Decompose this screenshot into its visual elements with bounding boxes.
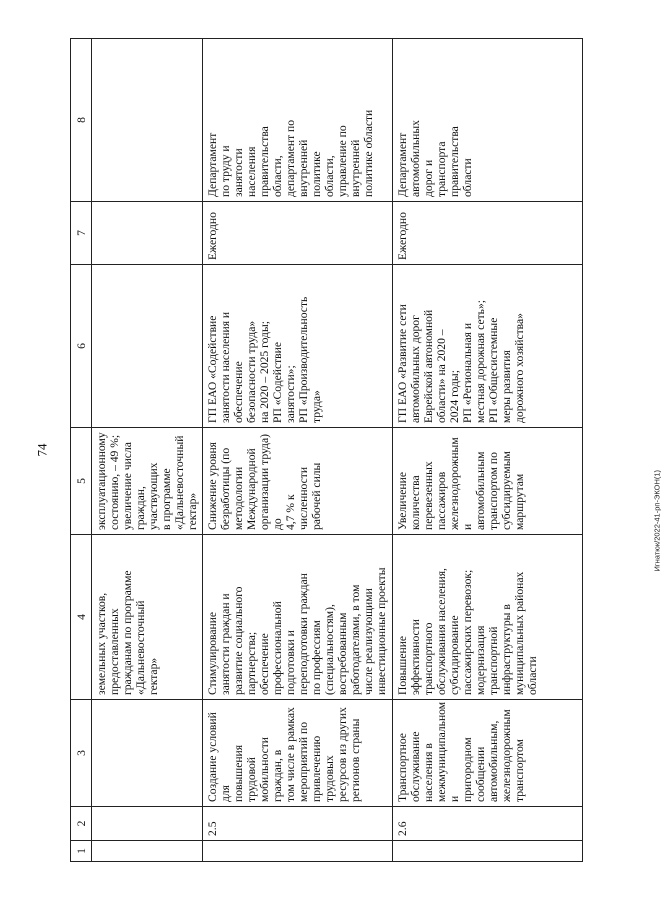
- header-col-4: 4: [71, 535, 92, 700]
- header-col-8: 8: [71, 39, 92, 202]
- header-col-7: 7: [71, 202, 92, 265]
- cell-responsible: [92, 39, 203, 202]
- table-row: [203, 39, 393, 862]
- cell-num: 2.6: [393, 807, 583, 841]
- rotated-table-sheet: [70, 39, 580, 862]
- cell-num: [92, 807, 203, 841]
- document-id: Игнатюк/2022-41-рп-ЭКОН(1): [652, 469, 662, 572]
- header-col-3: 3: [71, 700, 92, 807]
- measures-table: [70, 38, 583, 862]
- cell-goal: Создание условий для повышения трудовой мобильности граждан, в том числе в рамках мероприятий по привлечению трудовых ресурсов из других регионов страны: [203, 700, 393, 807]
- cell-empty: [203, 841, 393, 862]
- cell-responsible: Департамент автомобильных дорог и транспорта правительства области: [393, 39, 583, 202]
- header-col-5: 5: [71, 428, 92, 535]
- table-row: [92, 39, 203, 862]
- cell-program: ГП ЕАО «Развитие сети автомобильных дорог Еврейской автономной области» на 2020 – 2024 годы; РП «Региональная и местная дорожная сеть»; РП «Общесистемные меры развития дорожного хозяйства»: [393, 265, 583, 428]
- cell-period: [92, 202, 203, 265]
- cell-measures: Стимулирование занятости граждан и развитие социального партнерства; обеспечение профессиональной подготовки и переподготовки граждан по профессиям (специальностям), востребованным работодателями, в том числе реализующими инвестиционные проекты: [203, 535, 393, 700]
- cell-result: Снижение уровня безработицы (по методологии Международной организации труда) до 4,7 % к численности рабочей силы: [203, 428, 393, 535]
- cell-measures: земельных участков, предоставленных гражданам по программе «Дальневосточный гектар»: [92, 535, 203, 700]
- table-row: [393, 39, 583, 862]
- header-col-6: 6: [71, 265, 92, 428]
- cell-result: эксплуатационному состоянию, – 49 %; увеличение числа граждан, участвующих в программе «Дальневосточный гектар»: [92, 428, 203, 535]
- cell-empty: [393, 841, 583, 862]
- header-col-1: 1: [71, 841, 92, 862]
- cell-program: [92, 265, 203, 428]
- page-number: 74: [34, 443, 50, 457]
- cell-responsible: Департамент по труду и занятости населения правительства области, департамент по внутренней политике области, управление по внутренней политике области: [203, 39, 393, 202]
- cell-goal: [92, 700, 203, 807]
- cell-num: 2.5: [203, 807, 393, 841]
- cell-period: Ежегодно: [393, 202, 583, 265]
- cell-goal: Транспортное обслуживание населения в межмуниципальном и пригородном сообщении автомобильным, железнодорожным транспортом: [393, 700, 583, 807]
- header-row: [71, 39, 92, 862]
- cell-program: ГП ЕАО «Содействие занятости населения и обеспечение безопасности труда» на 2020 – 2025 годы; РП «Содействие занятости»; РП «Производительность труда»: [203, 265, 393, 428]
- cell-result: Увеличение количества перевезенных пассажиров железнодорожным и автомобильным транспортом по субсидируемым маршрутам: [393, 428, 583, 535]
- cell-period: Ежегодно: [203, 202, 393, 265]
- cell-empty: [92, 841, 203, 862]
- cell-measures: Повышение эффективности транспортного обслуживания населения, субсидирование пассажирских перевозок; модернизация транспортной инфраструктуры в муниципальных районах области: [393, 535, 583, 700]
- header-col-2: 2: [71, 807, 92, 841]
